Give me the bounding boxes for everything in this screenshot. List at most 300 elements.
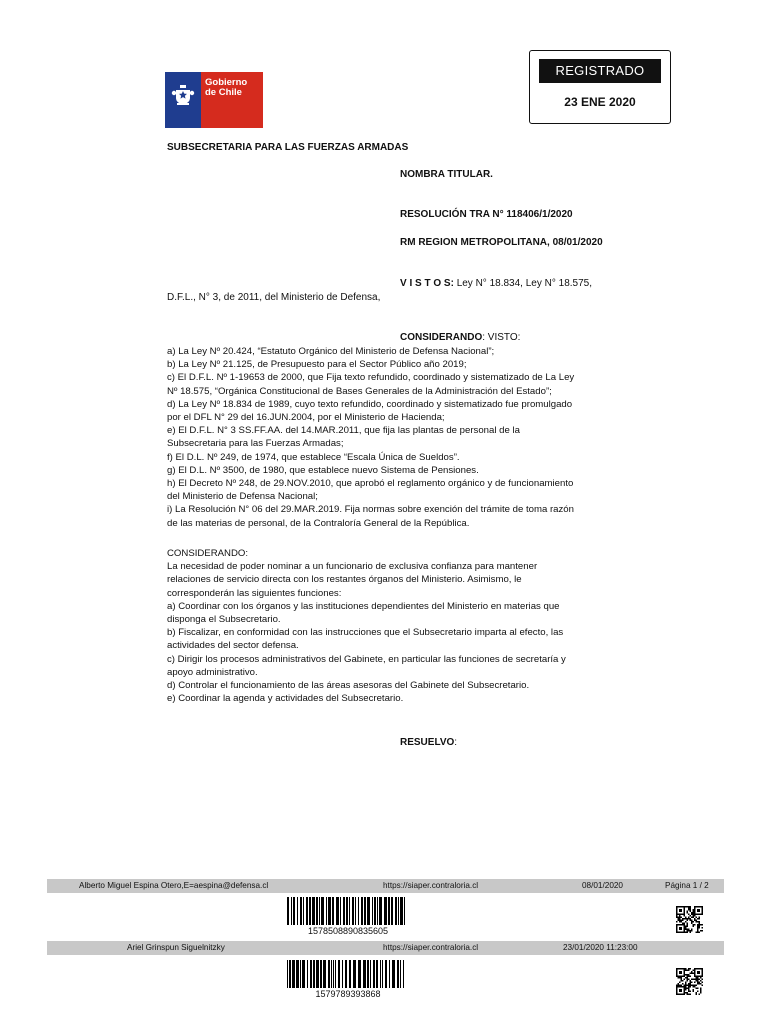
qr-module xyxy=(688,930,690,932)
qr-module xyxy=(697,988,699,990)
barcode-stripe xyxy=(397,960,399,988)
qr-module xyxy=(699,927,701,929)
qr-module xyxy=(696,980,698,982)
qr-module xyxy=(702,979,704,981)
qr-module xyxy=(687,988,689,990)
qr-module xyxy=(702,985,704,987)
list-item: relaciones de servicio directa con los restantes órganos del Ministerio. Asimismo, le xyxy=(167,574,522,586)
document-type: NOMBRA TITULAR. xyxy=(400,169,493,180)
barcode-stripe xyxy=(296,960,299,988)
qr-module xyxy=(691,929,693,931)
office-title: SUBSECRETARIA PARA LAS FUERZAS ARMADAS xyxy=(167,142,409,153)
qr-module xyxy=(679,918,681,920)
qr-module xyxy=(678,977,680,979)
qr-module xyxy=(682,983,684,985)
barcode-stripe xyxy=(379,897,382,925)
barcode-stripe xyxy=(287,897,289,925)
barcode-stripe xyxy=(338,960,340,988)
barcode-stripe xyxy=(373,960,375,988)
barcode-stripe xyxy=(382,960,383,988)
qr-module xyxy=(679,927,682,930)
barcode-1 xyxy=(287,897,409,925)
qr-module xyxy=(690,973,692,975)
qr-module xyxy=(691,973,693,975)
list-item: b) La Ley Nº 21.125, de Presupuesto para el Sector Público año 2019; xyxy=(167,359,467,371)
list-item: c) Dirigir los procesos administrativos del Gabinete, en particular las funciones de secretaría y xyxy=(167,653,566,665)
qr-module xyxy=(681,917,683,919)
qr-module xyxy=(697,983,699,985)
qr-module xyxy=(687,992,689,994)
qr-module xyxy=(693,911,695,913)
qr-module xyxy=(693,912,695,914)
qr-module xyxy=(679,920,681,922)
qr-module xyxy=(690,915,692,917)
qr-module xyxy=(691,971,693,973)
list-item: i) La Resolución N° 06 del 29.MAR.2019. Fija normas sobre exención del trámite de toma razón xyxy=(167,504,574,516)
barcode-stripe xyxy=(363,960,366,988)
qr-module xyxy=(697,991,699,993)
qr-module xyxy=(690,908,692,910)
qr-module xyxy=(690,909,692,911)
qr-module xyxy=(690,920,692,922)
barcode-stripe xyxy=(292,960,295,988)
barcode-stripe xyxy=(403,960,404,988)
qr-module xyxy=(679,977,681,979)
barcode-stripe xyxy=(336,897,339,925)
qr-module xyxy=(699,979,701,981)
region-date: RM REGION METROPOLITANA, 08/01/2020 xyxy=(400,237,603,248)
barcode-stripe xyxy=(291,897,292,925)
qr-module xyxy=(700,983,702,985)
signer-name: Ariel Grinspun Siguelnitzky xyxy=(127,943,225,952)
qr-module xyxy=(693,921,695,923)
qr-module xyxy=(688,974,690,976)
barcode-stripe xyxy=(358,960,361,988)
qr-module xyxy=(688,906,690,908)
qr-module xyxy=(700,980,702,982)
vistos-line xyxy=(400,278,592,289)
qr-module xyxy=(682,923,684,925)
qr-module xyxy=(694,915,696,917)
barcode-stripe xyxy=(372,897,373,925)
barcode-stripe xyxy=(398,897,399,925)
qr-module xyxy=(681,920,683,922)
qr-module xyxy=(697,930,699,932)
qr-module xyxy=(699,983,701,985)
qr-module xyxy=(676,985,678,987)
logo-line-2: de Chile xyxy=(205,87,242,98)
qr-module xyxy=(696,921,698,923)
qr-module xyxy=(700,992,702,994)
barcode-stripe xyxy=(392,960,395,988)
qr-module xyxy=(685,983,687,985)
barcode-stripe xyxy=(335,960,336,988)
qr-module xyxy=(697,929,699,931)
verification-link[interactable]: https://siaper.contraloria.cl xyxy=(383,943,479,952)
qr-module xyxy=(693,917,695,919)
qr-module xyxy=(693,985,695,987)
barcode-stripe xyxy=(326,897,327,925)
qr-module xyxy=(685,974,687,976)
barcode-stripe xyxy=(353,960,356,988)
vistos-label: V I S T O S: xyxy=(400,278,454,289)
qr-module xyxy=(687,979,689,981)
list-item: b) Fiscalizar, en conformidad con las instrucciones que el Subsecretario imparta al efecto, las xyxy=(167,627,564,639)
qr-module xyxy=(682,980,684,982)
qr-module xyxy=(688,914,690,916)
qr-module xyxy=(688,976,690,978)
qr-module xyxy=(685,906,687,908)
qr-module xyxy=(699,926,701,928)
signer-name: Alberto Miguel Espina Otero,E=aespina@defensa.cl xyxy=(79,881,269,890)
qr-module xyxy=(693,915,695,917)
barcode-stripe xyxy=(367,960,369,988)
qr-module xyxy=(685,992,687,994)
qr-module xyxy=(691,921,693,923)
barcode-stripe xyxy=(345,960,347,988)
qr-module xyxy=(687,985,689,987)
barcode-stripe xyxy=(332,897,334,925)
qr-module xyxy=(699,921,701,923)
qr-module xyxy=(700,930,702,932)
qr-module xyxy=(678,918,680,920)
barcode-stripe xyxy=(385,960,387,988)
qr-module xyxy=(688,970,690,972)
qr-module xyxy=(702,930,704,932)
qr-module xyxy=(678,917,680,919)
qr-module xyxy=(676,921,678,923)
list-item: del Ministerio de Defensa Nacional; xyxy=(167,491,318,503)
qr-module xyxy=(697,977,699,979)
barcode-stripe xyxy=(395,897,397,925)
qr-module xyxy=(688,968,690,970)
barcode-stripe xyxy=(352,897,354,925)
barcode-stripe xyxy=(307,960,308,988)
qr-module xyxy=(690,991,692,993)
barcode-stripe xyxy=(342,960,343,988)
barcode-stripe xyxy=(313,960,315,988)
qr-module xyxy=(696,917,698,919)
barcode-stripe xyxy=(333,960,334,988)
qr-module xyxy=(690,911,692,913)
qr-module xyxy=(694,924,696,926)
qr-module xyxy=(693,979,695,981)
barcode-stripe xyxy=(380,960,381,988)
qr-module xyxy=(685,932,687,934)
qr-module xyxy=(697,932,699,934)
qr-module xyxy=(697,921,699,923)
qr-module xyxy=(697,980,699,982)
qr-module xyxy=(691,930,693,932)
qr-module xyxy=(687,977,689,979)
barcode-stripe xyxy=(340,897,341,925)
barcode-stripe xyxy=(312,897,315,925)
barcode-stripe xyxy=(355,897,356,925)
qr-module xyxy=(697,982,699,984)
list-item: CONSIDERANDO: xyxy=(167,548,249,559)
qr-module xyxy=(685,985,687,987)
qr-module xyxy=(681,977,683,979)
qr-module xyxy=(700,924,702,926)
qr-module xyxy=(676,917,678,919)
barcode-stripe xyxy=(358,897,359,925)
barcode-stripe xyxy=(287,960,288,988)
qr-module xyxy=(693,970,695,972)
barcode-stripe xyxy=(331,960,332,988)
qr-module xyxy=(702,924,704,926)
qr-module xyxy=(696,979,698,981)
list-item: g) El D.L. Nº 3500, de 1980, que establece nuevo Sistema de Pensiones. xyxy=(167,464,479,476)
qr-module xyxy=(693,986,695,988)
barcode-stripe xyxy=(384,897,387,925)
qr-module xyxy=(693,926,695,928)
qr-module xyxy=(688,909,690,911)
qr-module xyxy=(697,909,700,912)
barcode-stripe xyxy=(289,960,291,988)
qr-module xyxy=(694,986,696,988)
qr-module xyxy=(691,912,693,914)
qr-module xyxy=(688,917,690,919)
qr-module xyxy=(690,985,692,987)
stamp-label: REGISTRADO xyxy=(539,59,661,83)
qr-module xyxy=(687,926,689,928)
qr-module xyxy=(690,994,692,996)
qr-module xyxy=(690,918,692,920)
qr-module xyxy=(685,986,687,988)
barcode-stripe xyxy=(316,897,318,925)
considerando-suffix: : VISTO: xyxy=(482,332,521,343)
barcode-stripe xyxy=(367,897,370,925)
logo-text-panel xyxy=(201,72,263,128)
qr-module xyxy=(687,970,689,972)
qr-module xyxy=(678,983,680,985)
qr-module xyxy=(690,976,692,978)
qr-module xyxy=(687,980,689,982)
qr-module xyxy=(678,920,680,922)
qr-module xyxy=(688,989,690,991)
barcode-stripe xyxy=(300,897,302,925)
barcode-stripe xyxy=(303,897,304,925)
qr-module xyxy=(696,988,698,990)
list-item: de las materias de personal, de la Contraloría General de la República. xyxy=(167,517,470,529)
barcode-stripe xyxy=(404,897,405,925)
resuelvo-label: RESUELVO xyxy=(400,737,455,748)
barcode-stripe xyxy=(374,897,376,925)
barcode-stripe xyxy=(370,960,371,988)
barcode-stripe xyxy=(319,897,320,925)
barcode-number-1: 1578508890835605 xyxy=(307,926,389,936)
coat-of-arms-icon xyxy=(171,84,195,106)
qr-module xyxy=(685,926,687,928)
barcode-stripe xyxy=(328,897,331,925)
qr-module xyxy=(687,932,689,934)
qr-module xyxy=(687,911,689,913)
qr-module xyxy=(690,980,692,982)
barcode-stripe xyxy=(321,897,324,925)
qr-module xyxy=(690,930,692,932)
qr-module xyxy=(700,991,702,993)
barcode-stripe xyxy=(316,960,319,988)
qr-module xyxy=(699,982,701,984)
barcode-2 xyxy=(287,960,409,988)
qr-module xyxy=(687,930,689,932)
list-item: disponga el Subsecretario. xyxy=(167,614,281,626)
qr-module xyxy=(693,924,695,926)
qr-module xyxy=(684,979,686,981)
list-item: d) Controlar el funcionamiento de las áreas asesoras del Gabinete del Subsecretario. xyxy=(167,680,530,692)
barcode-stripe xyxy=(364,897,366,925)
qr-module xyxy=(687,974,689,976)
qr-module xyxy=(699,994,701,996)
list-item: e) Coordinar la agenda y actividades del Subsecretario. xyxy=(167,693,404,705)
qr-module xyxy=(685,970,687,972)
qr-module xyxy=(691,917,693,919)
qr-module xyxy=(685,982,687,984)
qr-module xyxy=(696,992,698,994)
qr-module xyxy=(685,918,687,920)
qr-module xyxy=(685,988,687,990)
qr-module xyxy=(685,929,687,931)
qr-module xyxy=(685,989,687,991)
resuelvo-heading xyxy=(400,737,457,748)
list-item: actividades del sector defensa. xyxy=(167,640,299,652)
signature-bar-2 xyxy=(47,941,724,955)
qr-module xyxy=(684,918,686,920)
qr-module xyxy=(681,985,683,987)
qr-module xyxy=(697,979,699,981)
list-item: Nº 18.575, “Orgánica Constitucional de Bases Generales de la Administración del Estado”; xyxy=(167,385,552,397)
qr-module xyxy=(693,914,695,916)
qr-code-1-icon xyxy=(676,906,703,933)
barcode-stripe xyxy=(376,960,378,988)
considerando-label: CONSIDERANDO xyxy=(400,332,483,343)
qr-module xyxy=(694,920,696,922)
qr-module xyxy=(696,977,698,979)
barcode-stripe xyxy=(310,960,312,988)
barcode-stripe xyxy=(328,960,330,988)
qr-module xyxy=(691,914,693,916)
qr-module xyxy=(693,909,695,911)
qr-module xyxy=(691,923,693,925)
qr-module xyxy=(687,924,689,926)
qr-module xyxy=(687,906,689,908)
resuelvo-suffix: : xyxy=(454,737,458,748)
qr-module xyxy=(693,973,695,975)
qr-module xyxy=(688,986,690,988)
list-item: por el DFL N° 29 del 16.JUN.2004, por el Ministerio de Hacienda; xyxy=(167,412,445,424)
qr-module xyxy=(697,924,699,926)
qr-module xyxy=(688,988,690,990)
qr-module xyxy=(699,924,701,926)
barcode-stripe xyxy=(302,960,305,988)
qr-module xyxy=(694,982,696,984)
list-item: f) El D.L. Nº 249, de 1974, que establece “Escala Única de Sueldos”. xyxy=(167,451,460,463)
list-item: c) El D.F.L. Nº 1-19653 de 2000, que Fija texto refundido, coordinado y sistematizado de La Ley xyxy=(167,372,575,384)
qr-module xyxy=(697,971,700,974)
barcode-stripe xyxy=(320,960,322,988)
barcode-stripe xyxy=(388,897,390,925)
verification-link[interactable]: https://siaper.contraloria.cl xyxy=(383,881,479,890)
barcode-stripe xyxy=(306,897,308,925)
barcode-stripe xyxy=(361,897,363,925)
qr-module xyxy=(696,932,698,934)
qr-module xyxy=(702,982,704,984)
qr-module xyxy=(688,979,690,981)
qr-module xyxy=(684,985,686,987)
qr-module xyxy=(700,977,702,979)
qr-module xyxy=(681,921,683,923)
qr-module xyxy=(693,991,695,993)
qr-module xyxy=(687,912,689,914)
barcode-stripe xyxy=(346,897,348,925)
barcode-stripe xyxy=(323,960,326,988)
barcode-stripe xyxy=(349,960,351,988)
qr-module xyxy=(690,982,692,984)
qr-code-2-icon xyxy=(676,968,703,995)
qr-module xyxy=(685,921,687,923)
qr-module xyxy=(687,918,689,920)
qr-module xyxy=(688,994,690,996)
qr-module xyxy=(679,982,681,984)
qr-module xyxy=(690,932,692,934)
considerando-functions xyxy=(167,547,607,705)
barcode-stripe xyxy=(391,897,393,925)
qr-module xyxy=(697,918,699,920)
list-item: a) Coordinar con los órganos y las instituciones dependientes del Ministerio en materias que xyxy=(167,600,560,612)
qr-module xyxy=(691,985,693,987)
qr-module xyxy=(688,908,690,910)
qr-module xyxy=(702,927,704,929)
qr-module xyxy=(690,986,692,988)
qr-module xyxy=(681,979,683,981)
qr-module xyxy=(690,983,692,985)
qr-module xyxy=(691,979,693,981)
considerando-list xyxy=(167,345,607,530)
qr-module xyxy=(684,915,686,917)
qr-module xyxy=(694,985,696,987)
considerando-heading xyxy=(400,332,520,343)
stamp-date: 23 ENE 2020 xyxy=(564,95,636,109)
qr-module xyxy=(685,917,687,919)
vistos-text: Ley N° 18.834, Ley N° 18.575, xyxy=(456,278,592,289)
list-item: corresponderán las siguientes funciones: xyxy=(167,587,342,599)
list-item: d) La Ley Nº 18.834 de 1989, cuyo texto refundido, coordinado y sistematizado fue promulgado xyxy=(167,398,573,410)
list-item: h) El Decreto Nº 248, de 29.NOV.2010, que aprobó el reglamento orgánico y de funcionamiento xyxy=(167,478,574,490)
qr-module xyxy=(688,991,690,993)
qr-module xyxy=(679,989,682,992)
qr-module xyxy=(687,923,689,925)
qr-module xyxy=(694,979,696,981)
qr-module xyxy=(691,920,693,922)
qr-module xyxy=(679,921,681,923)
qr-module xyxy=(697,926,699,928)
registered-stamp xyxy=(529,50,671,124)
qr-module xyxy=(682,918,684,920)
qr-module xyxy=(679,917,681,919)
qr-module xyxy=(688,929,690,931)
qr-module xyxy=(696,920,698,922)
qr-module xyxy=(687,976,689,978)
qr-module xyxy=(700,989,702,991)
page-indicator: Página 1 / 2 xyxy=(665,881,709,890)
list-item: Subsecretaria para las Fuerzas Armadas; xyxy=(167,438,344,450)
barcode-stripe xyxy=(297,897,298,925)
logo-blue-panel xyxy=(165,72,201,128)
qr-module xyxy=(679,915,681,917)
qr-module xyxy=(679,971,682,974)
qr-module xyxy=(688,985,690,987)
qr-module xyxy=(676,915,678,917)
